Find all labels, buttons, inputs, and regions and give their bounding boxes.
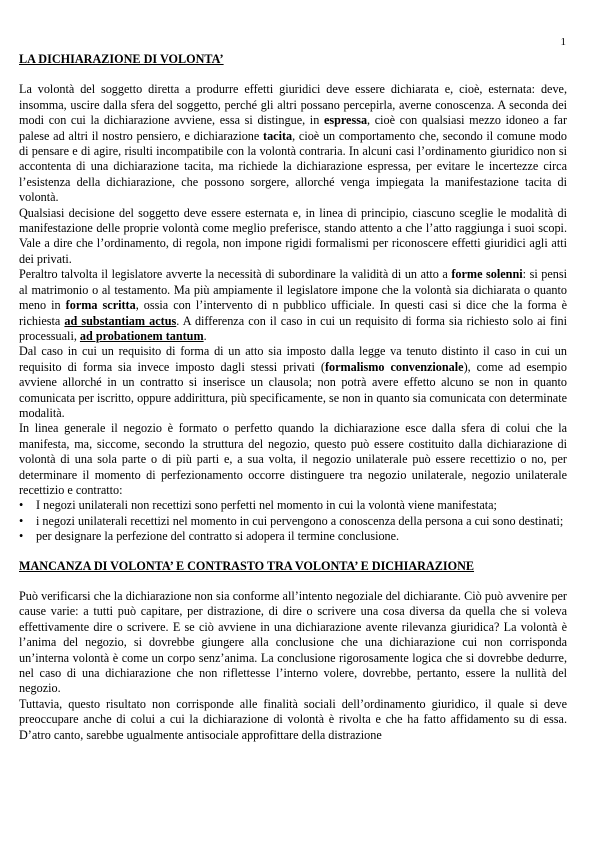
list-item: • per designare la perfezione del contratto si adopera il termine conclusione. [19,529,400,544]
paragraph-5: In linea generale il negozio è formato o perfetto quando la dichiarazione esce dalla sfera di colui che la manifesta, ma, siccome, secondo la struttura del negozio, questo può essere costituito dalla dichiarazione di volontà di una sola parte o di più parti e, a sua volta, il negozio unilaterale può essere recettizio o no, per determinare il momento di perfezionamento occorre distinguere tra negozio unilaterale, negozio unilaterale recettizio e contratto: [19,421,567,497]
section-title-mancanza: MANCANZA DI VOLONTA’ E CONTRASTO TRA VOLONTA’ E DICHIARAZIONE [19,558,475,573]
document-body [19,52,567,743]
list-item: • i negozi unilaterali recettizi nel momento in cui pervengono a conoscenza della persona a cui sono destinati; [19,513,564,528]
list-item: • I negozi unilaterali non recettizi sono perfetti nel momento in cui la volontà viene manifestata; [19,498,497,513]
paragraph-4: Dal caso in cui un requisito di forma di un atto sia imposto dalla legge va tenuto distinto il caso in cui un requisito di forma sia invece imposto dagli stessi privati (formalismo convenzionale), come ad esempio avviene allorché in un contratto si inserisce un clausola; non potrà avere effetto alcuno se non in quanto comunicata per iscritto, oppure addirittura, più specificamente, se non in quanto sia comunicata con determinate modalità. [19,344,567,420]
bullet-list [19,498,567,544]
paragraph-1: La volontà del soggetto diretta a produrre effetti giuridici deve essere dichiarata e, cioè, esternata: deve, insomma, uscire dalla sfera del soggetto, perché gli altri possano percepirla, averne conoscenza. A seconda dei modi con cui la dichiarazione avviene, essa si distingue, in espressa, cioè con qualsiasi mezzo idoneo a far palese ad altri il nostro pensiero, e dichiarazione tacita, cioè un comportamento che, secondo il comune modo di pensare e di agire, risulti incompatibile con la volontà contraria. In alcuni casi l’ordinamento giuridico non si accontenta di una dichiarazione tacita, ma richiede la dichiarazione espressa, per evitare le incertezze circa l’esistenza della dichiarazione, che possono sorgere, allorché venga impiegata la manifestazione tacita di volontà. [19,82,567,205]
page-number: 1 [560,36,566,48]
paragraph-3: Peraltro talvolta il legislatore avverte la necessità di subordinare la validità di un atto a forme solenni: si pensi al matrimonio o al testamento. Ma più ampiamente il legislatore impone che la volontà sia dichiarata o quanto meno in forma scritta, ossia con l’intervento di n pubblico ufficiale. In questi casi si dice che la forma è richiesta ad substantiam actus. A differenza con il caso in cui un requisito di forma sia richiesto solo ai fini processuali, ad probationem tantum. [19,267,567,343]
section-title-dichiarazione: LA DICHIARAZIONE DI VOLONTA’ [19,52,224,66]
paragraph-2: Qualsiasi decisione del soggetto deve essere esternata e, in linea di principio, ciascuno sceglie le modalità di manifestazione delle proprie volontà come meglio preferisce, stando attento a che l’atto raggiunga i suoi scopi. Vale a dire che l’ordinamento, di regola, non impone rigidi formalismi per riconoscere effetti giuridici agli atti dei privati. [19,205,567,266]
paragraph-7: Tuttavia, questo risultato non corrisponde alle finalità sociali dell’ordinamento giuridico, il quale si deve preoccupare anche di colui a cui la dichiarazione di volontà è rivolta e che ha fatto affidamento su di essa. D’atro canto, sarebbe ugualmente antisociale approfittare della distrazione [19,696,567,742]
paragraph-6: Può verificarsi che la dichiarazione non sia conforme all’intento negoziale del dichiarante. Ciò può avvenire per cause varie: a tutti può capitare, per distrazione, di dire o scrivere una cosa diversa da quella che si voleva effettivamente dire o scrivere. E se ciò avviene in una dichiarazione avente rilevanza giuridica? La volontà è l’anima del negozio, si dovrebbe giungere alla conclusione che una dichiarazione cui non corrisponda un’interna volontà è come un corpo senz’anima. La conclusione rigorosamente logica che si dovrebbe dedurre, nel caso di una dichiarazione che non riflettesse l’interno volere, dovrebbe, pertanto, essere la nullità del negozio. [19,589,567,696]
